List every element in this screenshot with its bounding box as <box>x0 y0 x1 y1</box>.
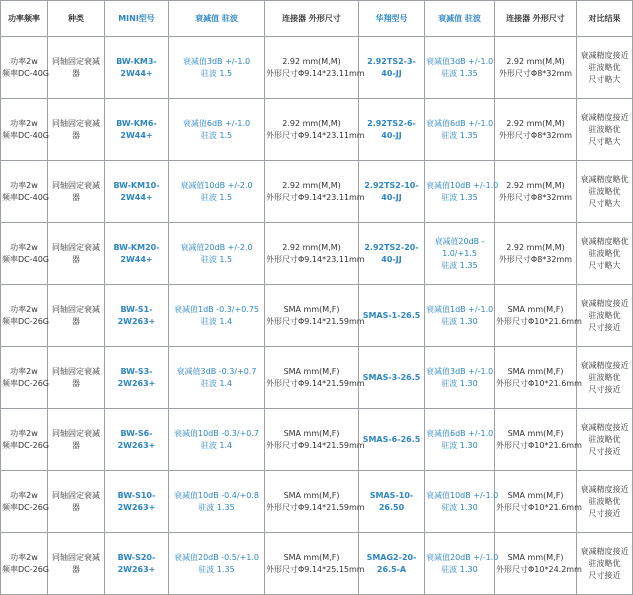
huaxiang-connector-type: SMA mm(M,F) <box>507 490 564 500</box>
huaxiang-attenuation-value: 衰减值10dB +/-1.0 <box>426 180 499 190</box>
result-size: 尺寸略大 <box>588 136 621 146</box>
huaxiang-vswr-value: 驻波 1.35 <box>441 68 478 78</box>
mini-vswr-value: 驻波 1.4 <box>200 440 233 450</box>
table-row <box>1 223 633 285</box>
header-mini-connector-size: 连接器 外形尺寸 <box>265 1 359 37</box>
result-attenuation-accuracy: 衰减精度接近 <box>580 546 629 556</box>
huaxiang-connector-cell <box>495 285 582 347</box>
huaxiang-dimensions: 外形尺寸Φ8*32mm <box>498 254 573 264</box>
mini-attenuation-cell <box>169 161 265 223</box>
mini-attenuation-value: 衰减值20dB -0.5/+1.0 <box>173 552 260 562</box>
huaxiang-connector-cell <box>495 471 582 533</box>
comparison-result-cell <box>577 409 633 471</box>
huaxiang-connector-type: SMA mm(M,F) <box>507 304 564 314</box>
mini-vswr-value: 驻波 1.5 <box>200 192 233 202</box>
comparison-result-cell <box>577 285 633 347</box>
huaxiang-connector-type: SMA mm(M,F) <box>507 552 564 562</box>
table-row <box>1 409 633 471</box>
huaxiang-attenuation-value: 1.0/+1.5 <box>442 248 477 258</box>
huaxiang-connector-type: 2.92 mm(M,M) <box>506 180 565 190</box>
huaxiang-attenuation-cell <box>425 161 499 223</box>
table-row <box>1 99 633 161</box>
mini-attenuation-cell <box>169 347 265 409</box>
huaxiang-attenuation-value: 衰减值6dB +/-1.0 <box>426 428 494 438</box>
result-size: 尺寸接近 <box>588 384 621 394</box>
table-body <box>1 37 633 595</box>
huaxiang-attenuation-cell <box>425 99 495 161</box>
mini-model-cell: BW-S10-2W263+ <box>105 471 169 533</box>
result-vswr: 驻波略优 <box>588 124 621 134</box>
huaxiang-dimensions: 外形尺寸Φ8*32mm <box>498 68 573 78</box>
mini-dimensions: 外形尺寸Φ9.14*25.15mm <box>266 564 365 574</box>
mini-dimensions: 外形尺寸Φ9.14*23.11mm <box>266 130 365 140</box>
huaxiang-model-cell: SMAS-3-26.5 <box>359 347 425 409</box>
mini-attenuation-value: 衰减值20dB +/-2.0 <box>180 242 253 252</box>
huaxiang-vswr-value: 驻波 1.30 <box>441 502 478 512</box>
huaxiang-connector-cell <box>495 161 577 223</box>
type-cell: 同轴固定衰减器 <box>48 223 105 285</box>
type-cell: 同轴固定衰减器 <box>48 285 105 347</box>
huaxiang-attenuation-cell <box>425 347 495 409</box>
mini-vswr-value: 驻波 1.4 <box>200 316 233 326</box>
table-row <box>1 533 633 595</box>
table-header-row <box>1 1 633 37</box>
frequency-text: 频率DC-40G <box>2 192 50 202</box>
frequency-text: 频率DC-26G <box>2 564 50 574</box>
header-comparison-result: 对比结果 <box>577 1 633 37</box>
power-frequency-cell <box>1 223 48 285</box>
huaxiang-vswr-value: 驻波 1.30 <box>441 564 478 574</box>
table-row <box>1 347 633 409</box>
comparison-result-cell <box>577 161 633 223</box>
type-cell: 同轴固定衰减器 <box>48 37 105 99</box>
mini-connector-type: SMA mm(M,F) <box>283 552 340 562</box>
result-vswr: 驻波略优 <box>588 434 621 444</box>
mini-dimensions: 外形尺寸Φ9.14*21.59mm <box>266 316 365 326</box>
comparison-result-cell <box>577 347 633 409</box>
huaxiang-dimensions: 外形尺寸Φ8*32mm <box>498 130 573 140</box>
frequency-text: 频率DC-26G <box>2 378 50 388</box>
power-frequency-cell <box>1 285 48 347</box>
power-text: 功率2w <box>10 366 38 376</box>
mini-connector-cell <box>265 285 365 347</box>
huaxiang-connector-type: SMA mm(M,F) <box>507 428 564 438</box>
mini-connector-cell <box>265 161 365 223</box>
huaxiang-attenuation-cell <box>425 37 495 99</box>
mini-attenuation-cell <box>169 471 265 533</box>
huaxiang-connector-cell <box>495 533 582 595</box>
mini-model-cell: BW-KM6-2W44+ <box>105 99 169 161</box>
power-text: 功率2w <box>10 428 38 438</box>
power-text: 功率2w <box>10 180 38 190</box>
result-attenuation-accuracy: 衰减精度接近 <box>580 50 629 60</box>
table-row <box>1 471 633 533</box>
mini-connector-cell <box>265 471 365 533</box>
type-cell: 同轴固定衰减器 <box>48 347 105 409</box>
mini-attenuation-value: 衰减值1dB -0.3/+0.75 <box>173 304 260 314</box>
type-cell: 同轴固定衰减器 <box>48 409 105 471</box>
mini-dimensions: 外形尺寸Φ9.14*23.11mm <box>266 68 365 78</box>
mini-connector-cell <box>265 37 365 99</box>
mini-model-cell: BW-KM3-2W44+ <box>105 37 169 99</box>
power-text: 功率2w <box>10 490 38 500</box>
result-attenuation-accuracy: 衰减精度接近 <box>580 298 629 308</box>
header-huaxiang-attenuation-vswr: 衰减值 驻波 <box>425 1 495 37</box>
mini-attenuation-cell <box>169 223 265 285</box>
huaxiang-vswr-value: 驻波 1.30 <box>441 440 478 450</box>
huaxiang-vswr-value: 驻波 1.30 <box>441 316 478 326</box>
mini-connector-type: 2.92 mm(M,M) <box>282 242 341 252</box>
huaxiang-attenuation-cell <box>425 285 495 347</box>
mini-vswr-value: 驻波 1.35 <box>198 502 235 512</box>
huaxiang-model-cell: 2.92TS2-6-40-JJ <box>359 99 425 161</box>
mini-connector-type: SMA mm(M,F) <box>283 490 340 500</box>
header-huaxiang-connector-size: 连接器 外形尺寸 <box>495 1 577 37</box>
table-row <box>1 37 633 99</box>
result-vswr: 驻波略优 <box>588 186 621 196</box>
type-cell: 同轴固定衰减器 <box>48 471 105 533</box>
power-frequency-cell <box>1 99 48 161</box>
result-attenuation-accuracy: 衰减精度接近 <box>580 422 629 432</box>
huaxiang-attenuation-cell <box>425 471 499 533</box>
huaxiang-attenuation-cell <box>425 533 499 595</box>
huaxiang-model-cell: 2.92TS2-3-40-JJ <box>359 37 425 99</box>
power-frequency-cell <box>1 37 48 99</box>
result-vswr: 驻波略优 <box>588 372 621 382</box>
mini-vswr-value: 驻波 1.5 <box>200 68 233 78</box>
mini-attenuation-cell <box>169 285 265 347</box>
mini-attenuation-value: 衰减值10dB -0.3/+0.7 <box>173 428 260 438</box>
power-text: 功率2w <box>10 118 38 128</box>
power-text: 功率2w <box>10 56 38 66</box>
mini-model-cell: BW-S3-2W263+ <box>105 347 169 409</box>
huaxiang-dimensions: 外形尺寸Φ10*21.6mm <box>496 502 582 512</box>
header-mini-model: MINI型号 <box>105 1 169 37</box>
huaxiang-model-cell: SMAS-1-26.5 <box>359 285 425 347</box>
header-huaxiang-model: 华翔型号 <box>359 1 425 37</box>
mini-attenuation-cell <box>169 409 265 471</box>
power-frequency-cell <box>1 409 48 471</box>
huaxiang-attenuation-value: 衰减值10dB +/-1.0 <box>426 490 499 500</box>
mini-model-cell: BW-KM20-2W44+ <box>105 223 169 285</box>
result-attenuation-accuracy: 衰减精度略优 <box>580 174 629 184</box>
huaxiang-attenuation-value: 衰减值1dB +/-1.0 <box>426 304 494 314</box>
result-vswr: 驻波略优 <box>588 62 621 72</box>
header-type: 种类 <box>48 1 105 37</box>
power-text: 功率2w <box>10 242 38 252</box>
mini-connector-type: SMA mm(M,F) <box>283 428 340 438</box>
mini-vswr-value: 驻波 1.4 <box>200 378 233 388</box>
huaxiang-attenuation-value: 衰减值6dB +/-1.0 <box>426 118 494 128</box>
huaxiang-connector-type: 2.92 mm(M,M) <box>506 242 565 252</box>
mini-model-cell: BW-KM10-2W44+ <box>105 161 169 223</box>
huaxiang-connector-type: 2.92 mm(M,M) <box>506 56 565 66</box>
mini-attenuation-value: 衰减值3dB -0.3/+0.7 <box>176 366 257 376</box>
mini-connector-cell <box>265 223 365 285</box>
huaxiang-vswr-value: 驻波 1.35 <box>441 192 478 202</box>
result-attenuation-accuracy: 衰减精度接近 <box>580 360 629 370</box>
huaxiang-dimensions: 外形尺寸Φ10*21.6mm <box>496 316 582 326</box>
huaxiang-connector-cell <box>495 347 582 409</box>
huaxiang-connector-type: 2.92 mm(M,M) <box>506 118 565 128</box>
huaxiang-vswr-value: 驻波 1.30 <box>441 378 478 388</box>
power-frequency-cell <box>1 471 48 533</box>
mini-attenuation-cell <box>169 533 265 595</box>
huaxiang-dimensions: 外形尺寸Φ8*32mm <box>498 192 573 202</box>
mini-attenuation-value: 衰减值3dB +/-1.0 <box>182 56 251 66</box>
power-text: 功率2w <box>10 552 38 562</box>
huaxiang-connector-type: SMA mm(M,F) <box>507 366 564 376</box>
result-attenuation-accuracy: 衰减精度接近 <box>580 112 629 122</box>
huaxiang-attenuation-value: 衰减值20dB - <box>434 236 485 246</box>
huaxiang-vswr-value: 驻波 1.35 <box>441 130 478 140</box>
power-frequency-cell <box>1 347 48 409</box>
frequency-text: 频率DC-26G <box>2 316 50 326</box>
huaxiang-model-cell: SMAS-10-26.50 <box>359 471 425 533</box>
huaxiang-model-cell: 2.92TS2-20-40-JJ <box>359 223 425 285</box>
mini-model-cell: BW-S20-2W263+ <box>105 533 169 595</box>
result-size: 尺寸接近 <box>588 446 621 456</box>
comparison-result-cell <box>577 99 633 161</box>
mini-connector-cell <box>265 533 365 595</box>
mini-attenuation-cell <box>169 99 265 161</box>
huaxiang-dimensions: 外形尺寸Φ10*21.6mm <box>496 440 582 450</box>
mini-dimensions: 外形尺寸Φ9.14*21.59mm <box>266 502 365 512</box>
comparison-result-cell <box>577 37 633 99</box>
mini-connector-type: 2.92 mm(M,M) <box>282 56 341 66</box>
frequency-text: 频率DC-26G <box>2 440 50 450</box>
power-frequency-cell <box>1 533 48 595</box>
huaxiang-attenuation-cell <box>425 223 495 285</box>
result-size: 尺寸略大 <box>588 260 621 270</box>
mini-model-cell: BW-S6-2W263+ <box>105 409 169 471</box>
mini-connector-type: 2.92 mm(M,M) <box>282 180 341 190</box>
mini-model-cell: BW-S1-2W263+ <box>105 285 169 347</box>
mini-attenuation-value: 衰减值6dB +/-1.0 <box>182 118 251 128</box>
result-attenuation-accuracy: 衰减精度接近 <box>580 484 629 494</box>
result-size: 尺寸接近 <box>588 322 621 332</box>
huaxiang-model-cell: SMAS-6-26.5 <box>359 409 425 471</box>
huaxiang-model-cell: 2.92TS2-10-40-JJ <box>359 161 425 223</box>
result-size: 尺寸接近 <box>588 508 621 518</box>
huaxiang-attenuation-value: 衰减值20dB +/-1.0 <box>426 552 499 562</box>
huaxiang-connector-cell <box>495 37 577 99</box>
huaxiang-attenuation-value: 衰减值3dB +/-1.0 <box>426 56 494 66</box>
type-cell: 同轴固定衰减器 <box>48 161 105 223</box>
comparison-result-cell <box>577 533 633 595</box>
huaxiang-dimensions: 外形尺寸Φ10*21.6mm <box>496 378 582 388</box>
mini-attenuation-value: 衰减值10dB -0.4/+0.8 <box>173 490 260 500</box>
mini-connector-type: SMA mm(M,F) <box>283 304 340 314</box>
mini-attenuation-cell <box>169 37 265 99</box>
mini-dimensions: 外形尺寸Φ9.14*21.59mm <box>266 440 365 450</box>
power-text: 功率2w <box>10 304 38 314</box>
header-mini-attenuation-vswr: 衰减值 驻波 <box>169 1 265 37</box>
huaxiang-connector-cell <box>495 99 577 161</box>
result-vswr: 驻波略优 <box>588 496 621 506</box>
power-frequency-cell <box>1 161 48 223</box>
mini-attenuation-value: 衰减值10dB +/-2.0 <box>180 180 253 190</box>
result-vswr: 驻波略优 <box>588 310 621 320</box>
type-cell: 同轴固定衰减器 <box>48 533 105 595</box>
mini-vswr-value: 驻波 1.5 <box>200 130 233 140</box>
mini-connector-type: 2.92 mm(M,M) <box>282 118 341 128</box>
mini-connector-cell <box>265 99 365 161</box>
mini-connector-cell <box>265 409 365 471</box>
comparison-result-cell <box>577 471 633 533</box>
frequency-text: 频率DC-40G <box>2 130 50 140</box>
type-cell: 同轴固定衰减器 <box>48 99 105 161</box>
table-row <box>1 285 633 347</box>
huaxiang-attenuation-cell <box>425 409 495 471</box>
result-vswr: 驻波略优 <box>588 248 621 258</box>
result-size: 尺寸略大 <box>588 198 621 208</box>
huaxiang-model-cell: SMAG2-20-26.5-A <box>359 533 425 595</box>
frequency-text: 频率DC-40G <box>2 68 50 78</box>
mini-dimensions: 外形尺寸Φ9.14*23.11mm <box>266 254 365 264</box>
mini-vswr-value: 驻波 1.35 <box>198 564 235 574</box>
result-attenuation-accuracy: 衰减精度略优 <box>580 236 629 246</box>
huaxiang-connector-cell <box>495 409 582 471</box>
frequency-text: 频率DC-26G <box>2 502 50 512</box>
result-size: 尺寸接近 <box>588 570 621 580</box>
mini-dimensions: 外形尺寸Φ9.14*23.11mm <box>266 192 365 202</box>
header-power-frequency: 功率频率 <box>1 1 48 37</box>
huaxiang-dimensions: 外形尺寸Φ10*24.2mm <box>496 564 582 574</box>
mini-vswr-value: 驻波 1.5 <box>200 254 233 264</box>
result-size: 尺寸略大 <box>588 74 621 84</box>
huaxiang-vswr-value: 驻波 1.35 <box>441 260 478 270</box>
table-row <box>1 161 633 223</box>
mini-dimensions: 外形尺寸Φ9.14*21.59mm <box>266 378 365 388</box>
mini-connector-type: SMA mm(M,F) <box>283 366 340 376</box>
mini-connector-cell <box>265 347 365 409</box>
result-vswr: 驻波略优 <box>588 558 621 568</box>
comparison-result-cell <box>577 223 633 285</box>
huaxiang-connector-cell <box>495 223 577 285</box>
frequency-text: 频率DC-40G <box>2 254 50 264</box>
huaxiang-attenuation-value: 衰减值3dB +/-1.0 <box>426 366 494 376</box>
